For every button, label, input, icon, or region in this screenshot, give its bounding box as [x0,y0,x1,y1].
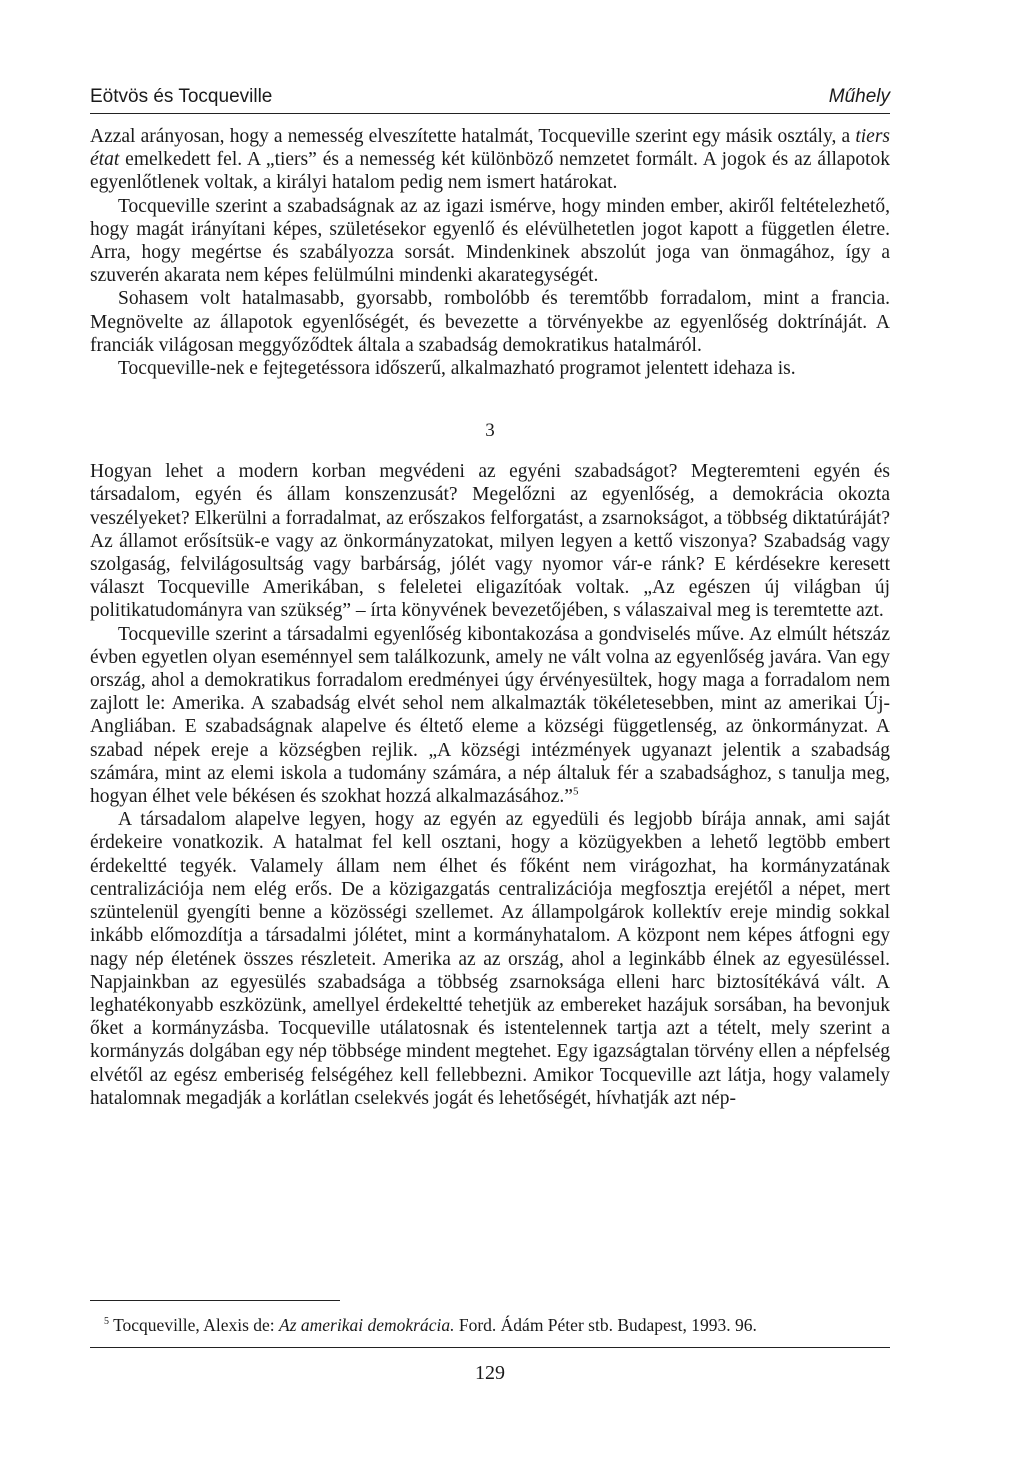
paragraph: Hogyan lehet a modern korban megvédeni az egyéni szabadságot? Megteremteni egyén és társadalom, egyén és állam konszenzusát? Megelőzni az egyenlőség, a demokrácia okozta veszélyeket? Elkerülni a forradalmat, az erőszakos felforgatást, a zsarnokságot, a többség diktatúráját? Az államot erősítsük-e vagy az önkormányzatokat, milyen legyen a kettő viszonya? Szabadság vagy szolgaság, felvilágosultság vagy barbárság, jólét vagy nyomor vár-e ránk? E kérdésekre keresett választ Tocqueville Amerikában, s feleletei eligazítóak voltak. „Az egészen új világban új politikatudományra van szükség” – írta könyvének bevezetőjében, s válaszaival meg is teremtette azt. [90,461,890,622]
paragraph: Tocqueville szerint a társadalmi egyenlőség kibontakozása a gondviselés műve. Az elmúlt hétszáz évben egyetlen olyan eseménnyel sem találkozunk, amely ne vált volna az egyenlőség javára. Van egy ország, ahol a demokratikus forradalom eredményei úgy érvényesültek, hogy maga a forradalom nem zajlott le: Amerika. A szabadság elvét sehol nem alkalmazták tökéletesebben, mint az amerikai Új-Angliában. E szabadságnak alapelve és éltető eleme a községi függetlenség, az önkormányzat. A szabad népek ereje a községben rejlik. „A községi intézmények ugyanazt jelentik a szabadság számára, mint az elemi iskola a tudomány számára, a nép általuk fér a szabadsághoz, s tanulja meg, hogyan élhet vele békésen és szokhat hozzá alkalmazásához.”$^5$ [90,623,890,808]
paragraph: A társadalom alapelve legyen, hogy az egyén az egyedüli és legjobb bírája annak, ami saját érdekeire vonatkozik. A hatalmat fel kell osztani, hogy a közügyekben a lehető legtöbb embert érdekeltté tegyék. Valamely állam nem élhet és főként nem virágozhat, ha kormányzatának centralizációja nem elég erős. De a közigazgatás centralizációja megfosztja erejétől a népet, mert szüntelenül gyengíti benne a közösségi szellemet. Az állampolgárok kollektív ereje mindig sokkal inkább előmozdítja a társadalmi jólétet, mint a kormányhatalom. A központ nem képes átfogni egy nagy nép életének összes részleteit. Amerika az az ország, ahol a leginkább élnek az egyesüléssel. Napjainkban az egyesülés szabadsága a többség zsarnoksága elleni harc biztosítékává vált. A leghatékonyabb eszközünk, amellyel érdekeltté tehetjük az embereket hazájuk sorsában, ha bevonjuk őket a kormányzásba. Tocqueville utálatosnak és istentelennek tartja azt a tételt, mely szerint a kormányzás dolgában egy nép többsége mindent megtehet. Egy igazságtalan törvény ellen a népfelség elvétől az egész emberiség felségéhez kell fellebbezni. Amikor Tocqueville azt látja, hogy valamely hatalomnak megadják a korlátlan cselekvés jogát és lehetőségét, hívhatják azt nép- [90,809,890,1109]
italic-term: tiers état [90,126,890,171]
paragraph: Sohasem volt hatalmasabb, gyorsabb, rombolóbb és teremtőbb forradalom, mint a francia. Megnövelte az állapotok egyenlőségét, és bevezette a törvényekbe az egyenlőség doktrínáját. A franciák világosan meggyőződtek általa a szabadság demokratikus hatalmáról. [90,288,890,356]
paragraph: Azzal arányosan, hogy a nemesség elveszítette hatalmát, Tocqueville szerint egy másik osztály, a tiers état emelkedett fel. A „tiers” és a nemesség két különböző nemzetet formált. A jogok és az állapotok egyenlőtlenek voltak, a királyi hatalom pedig nem ismert határokat. [90,126,890,194]
section-number: 3 [485,420,495,442]
footnote-rule [90,1300,340,1301]
running-header [90,86,890,114]
footnote-ref[interactable]: 5 [572,785,579,798]
article-body [90,125,890,1110]
header-section: Műhely [828,86,890,107]
paragraph: Tocqueville-nek e fejtegetéssora időszerű, alkalmazható programot jelentett idehaza is. [118,358,796,380]
header-title: Eötvös és Tocqueville [90,86,273,107]
paragraph: Tocqueville szerint a szabadságnak az az igazi ismérve, hogy minden ember, akiről feltételezhető, hogy magát irányítani képes, születésekor egyenlő és elévülhetetlen jogot kapott a független életre. Arra, hogy megértse és szabályozza sorsát. Mindenkinek abszolút joga van önmagához, így a szuverén akarata nem képes felülmúlni mindenki akarategységét. [90,195,890,287]
page [90,86,890,1110]
footnote-number: 5 [104,1316,109,1328]
page-number: 129 [475,1362,505,1384]
footnote: $^5$ Tocqueville, Alexis de: Az amerikai demokrácia. Ford. Ádám Péter stb. Budapest, 1993. 96. [104,1315,757,1335]
footnote-title: Az amerikai demokrácia. [279,1315,455,1335]
footnote-area [90,1300,890,1385]
bottom-rule [90,1347,890,1348]
